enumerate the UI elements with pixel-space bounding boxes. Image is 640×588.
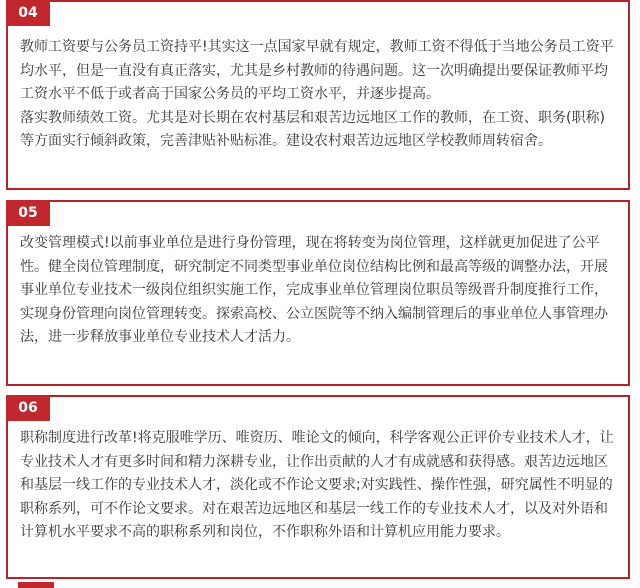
section-paragraph: 落实教师绩效工资。尤其是对长期在农村基层和艰苦边远地区工作的教师，在工资、职务(职称)等方面实行倾斜政策，完善津贴补贴标准。建设农村艰苦边远地区学校教师周转宿舍。 bbox=[20, 109, 605, 149]
section-number-badge: 04 bbox=[6, 0, 50, 26]
section-body bbox=[20, 36, 618, 154]
section-card-04 bbox=[6, 0, 630, 190]
section-paragraph: 改变管理模式!以前事业单位是进行身份管理，现在将转变为岗位管理，这样就更加促进了公平性。健全岗位管理制度，研究制定不同类型事业单位岗位结构比例和最高等级的调整办法，开展事业单位专业技术一级岗位组织实施工作，完成事业单位管理岗位职员等级晋升制度推行工作，实现身份管理向岗位管理转变。探索高校、公立医院等不纳入编制管理后的事业单位人事管理办法，进一步释放事业单位专业技术人才活力。 bbox=[20, 235, 608, 345]
section-body bbox=[20, 427, 618, 545]
section-paragraph: 教师工资要与公务员工资持平!其实这一点国家早就有规定，教师工资不得低于当地公务员工资平均水平，但是一直没有真正落实，尤其是乡村教师的待遇问题。这一次明确提出要保证教师平均工资水平不低于或者高于国家公务员的平均工资水平，并逐步提高。 bbox=[20, 39, 614, 102]
section-card-06 bbox=[6, 395, 630, 579]
section-body bbox=[20, 232, 618, 350]
section-number-badge: 06 bbox=[6, 395, 50, 421]
section-number-badge: 05 bbox=[6, 200, 50, 226]
next-section-badge-partial bbox=[18, 582, 54, 588]
section-paragraph: 职称制度进行改革!将克服唯学历、唯资历、唯论文的倾向，科学客观公正评价专业技术人才，让专业技术人才有更多时间和精力深耕专业，让作出贡献的人才有成就感和获得感。艰苦边远地区和基层一线工作的专业技术人才，淡化或不作论文要求;对实践性、操作性强，研究属性不明显的职称系列，可不作论文要求。对在艰苦边远地区和基层一线工作的专业技术人才，以及对外语和计算机水平要求不高的职称系列和岗位，不作职称外语和计算机应用能力要求。 bbox=[20, 430, 614, 540]
section-card-05 bbox=[6, 200, 630, 386]
